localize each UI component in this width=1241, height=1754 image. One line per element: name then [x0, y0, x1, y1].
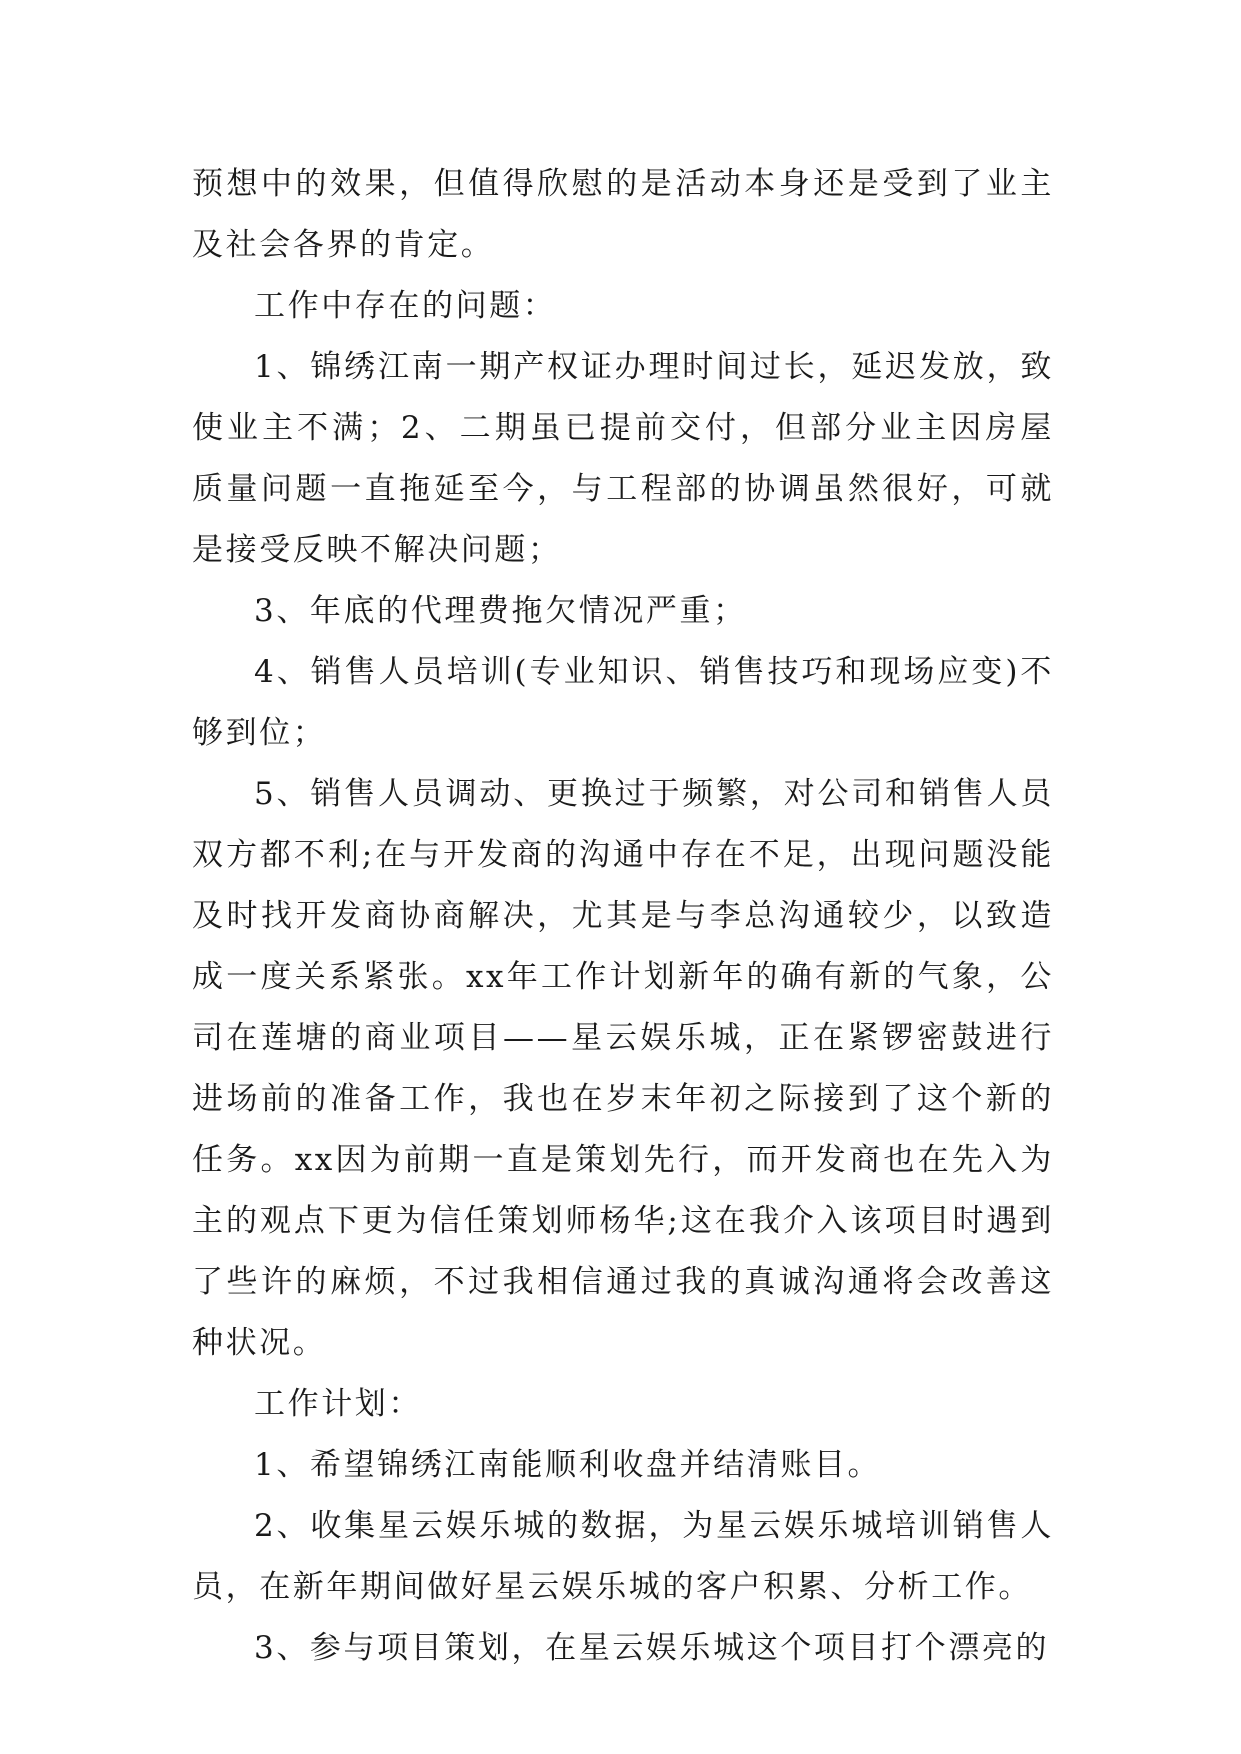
heading-problems: 工作中存在的问题：: [254, 288, 557, 324]
plan-item-1: 1、希望锦绣江南能顺利收盘并结清账目。: [254, 1447, 882, 1483]
plan-item-3: 3、参与项目策划，在星云娱乐城这个项目打个漂亮的: [254, 1630, 1050, 1666]
problem-item-1-2: 1、锦绣江南一期产权证办理时间过长，延迟发放，致使业主不满；2、二期虽已提前交付，但部分业主因房屋质量问题一直拖延至今，与工程部的协调虽然很好，可就是接受反映不解决问题；: [192, 349, 1054, 568]
problem-item-3: 3、年底的代理费拖欠情况严重；: [254, 593, 747, 629]
paragraph-continuation: 预想中的效果，但值得欣慰的是活动本身还是受到了业主及社会各界的肯定。: [192, 166, 1054, 263]
plan-item-2: 2、收集星云娱乐城的数据，为星云娱乐城培训销售人员，在新年期间做好星云娱乐城的客户积累、分析工作。: [192, 1508, 1054, 1605]
problem-item-5: 5、销售人员调动、更换过于频繁，对公司和销售人员双方都不利;在与开发商的沟通中存在不足，出现问题没能及时找开发商协商解决，尤其是与李总沟通较少，以致造成一度关系紧张。xx年工作计划新年的确有新的气象，公司在莲塘的商业项目——星云娱乐城，正在紧锣密鼓进行进场前的准备工作，我也在岁末年初之际接到了这个新的任务。xx因为前期一直是策划先行，而开发商也在先入为主的观点下更为信任策划师杨华;这在我介入该项目时遇到了些许的麻烦，不过我相信通过我的真诚沟通将会改善这种状况。: [192, 776, 1054, 1361]
problem-item-4: 4、销售人员培训(专业知识、销售技巧和现场应变)不够到位；: [192, 654, 1054, 751]
document-body: [192, 154, 1054, 1679]
heading-work-plan: 工作计划：: [254, 1386, 422, 1422]
